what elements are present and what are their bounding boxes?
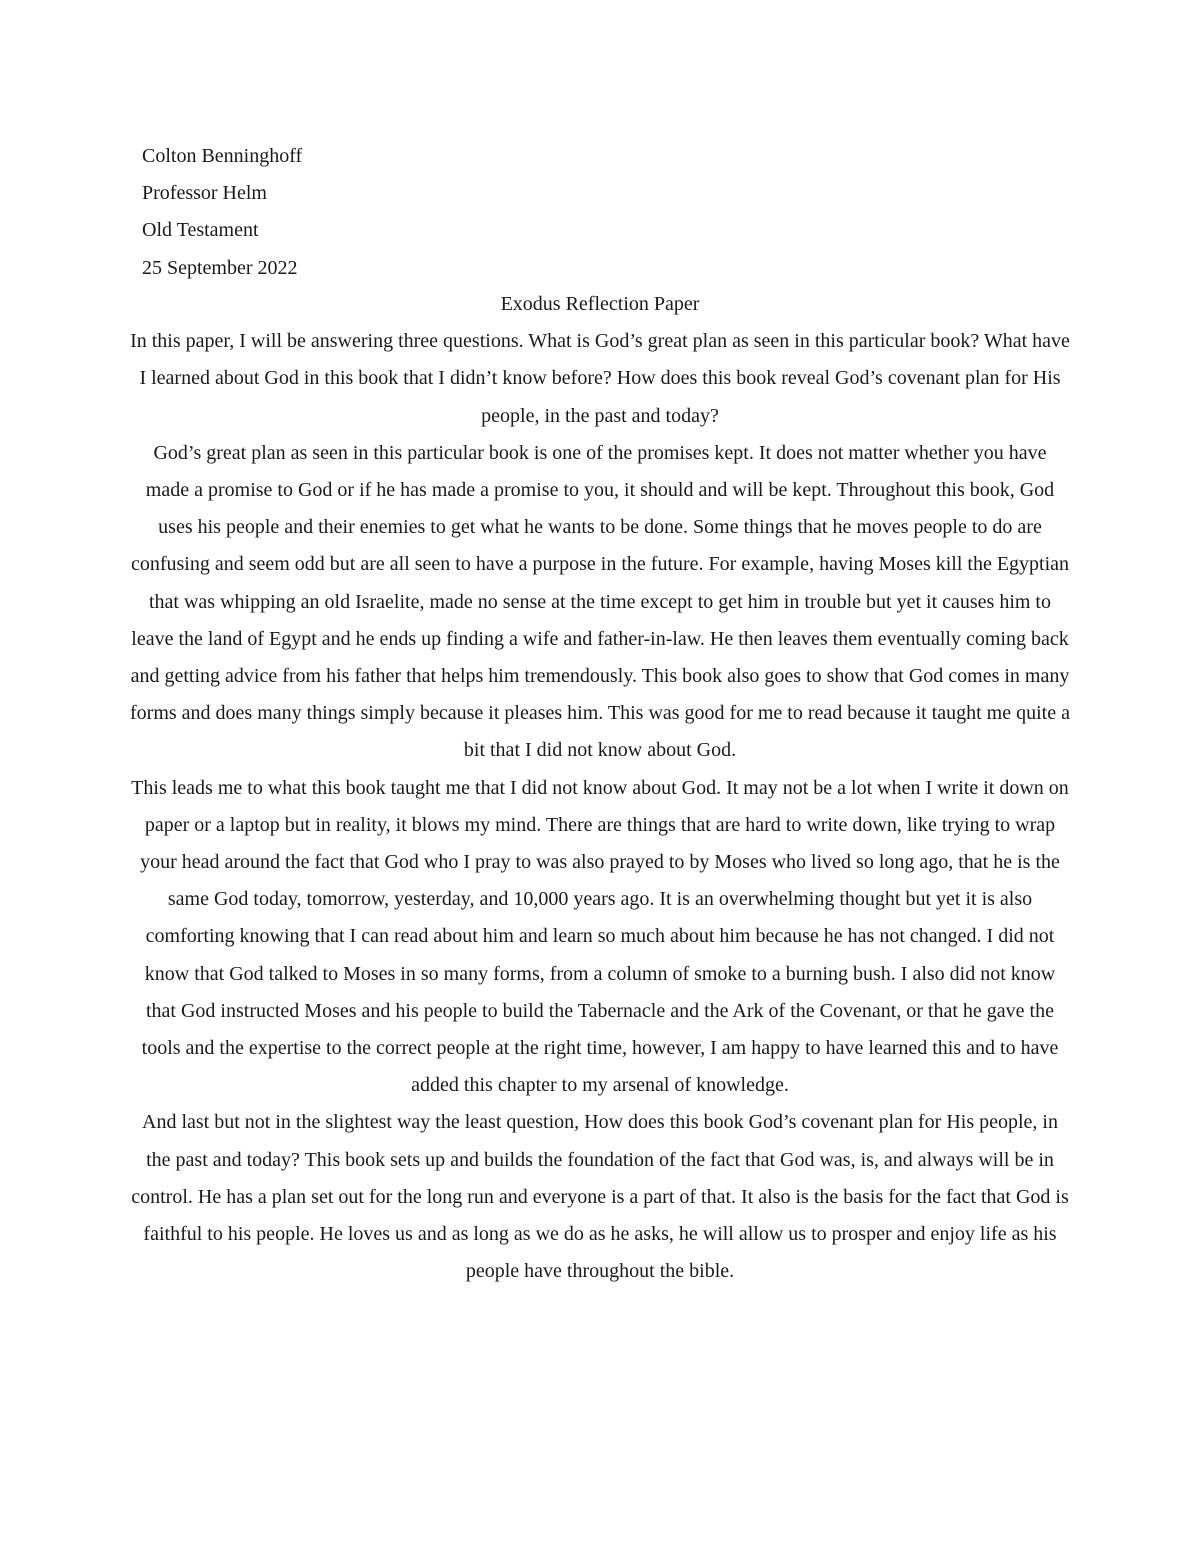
author-name: Colton Benninghoff [142,145,303,167]
paragraph-great-plan: God’s great plan as seen in this particular book is one of the promises kept. It does not matter whether you have made a promise to God or if he has made a promise to you, it should and will be kept. Throughout this book, God uses his people and their enemies to get what he wants to be done. Some things that he moves people to do are confusing and seem odd but are all seen to have a purpose in the future. For example, having Moses kill the Egyptian that was whipping an old Israelite, made no sense at the time except to get him in trouble but yet it causes him to leave the land of Egypt and he ends up finding a wife and father-in-law. He then leaves them eventually coming back and getting advice from his father that helps him tremendously. This book also goes to show that God comes in many forms and does many things simply because it pleases him. This was good for me to read because it taught me quite a bit that I did not know about God. [130,441,1070,762]
paragraph-intro: In this paper, I will be answering three questions. What is God’s great plan as seen in this particular book? What have I learned about God in this book that I didn’t know before? How does this book reveal God’s covenant plan for His people, in the past and today? [130,330,1070,427]
paper-date: 25 September 2022 [142,256,298,279]
heading-block [142,138,642,287]
course-name: Old Testament [142,219,259,242]
paper-title: Exodus Reflection Paper [500,293,700,315]
paragraph-learned: This leads me to what this book taught me that I did not know about God. It may not be a lot when I write it down on paper or a laptop but in reality, it blows my mind. There are things that are hard to write down, like trying to wrap your head around the fact that God who I pray to was also prayed to by Moses who lived so long ago, that he is the same God today, tomorrow, yesterday, and 10,000 years ago. It is an overwhelming thought but yet it is also comforting knowing that I can read about him and learn so much about him because he has not changed. I did not know that God talked to Moses in so many forms, from a column of smoke to a burning bush. I also did not know that God instructed Moses and his people to build the Tabernacle and the Ark of the Covenant, or that he gave the tools and the expertise to the correct people at the right time, however, I am happy to have learned this and to have added this chapter to my arsenal of knowledge. [131,776,1069,1097]
paper-body [130,286,1070,1290]
paragraph-covenant: And last but not in the slightest way the least question, How does this book God’s covenant plan for His people, in the past and today? This book sets up and builds the foundation of the fact that God was, is, and always will be in control. He has a plan set out for the long run and everyone is a part of that. It also is the basis for the fact that God is faithful to his people. He loves us and as long as we do as he asks, he will allow us to prosper and enjoy life as his people have throughout the bible. [131,1111,1069,1283]
professor-name: Professor Helm [142,182,267,205]
